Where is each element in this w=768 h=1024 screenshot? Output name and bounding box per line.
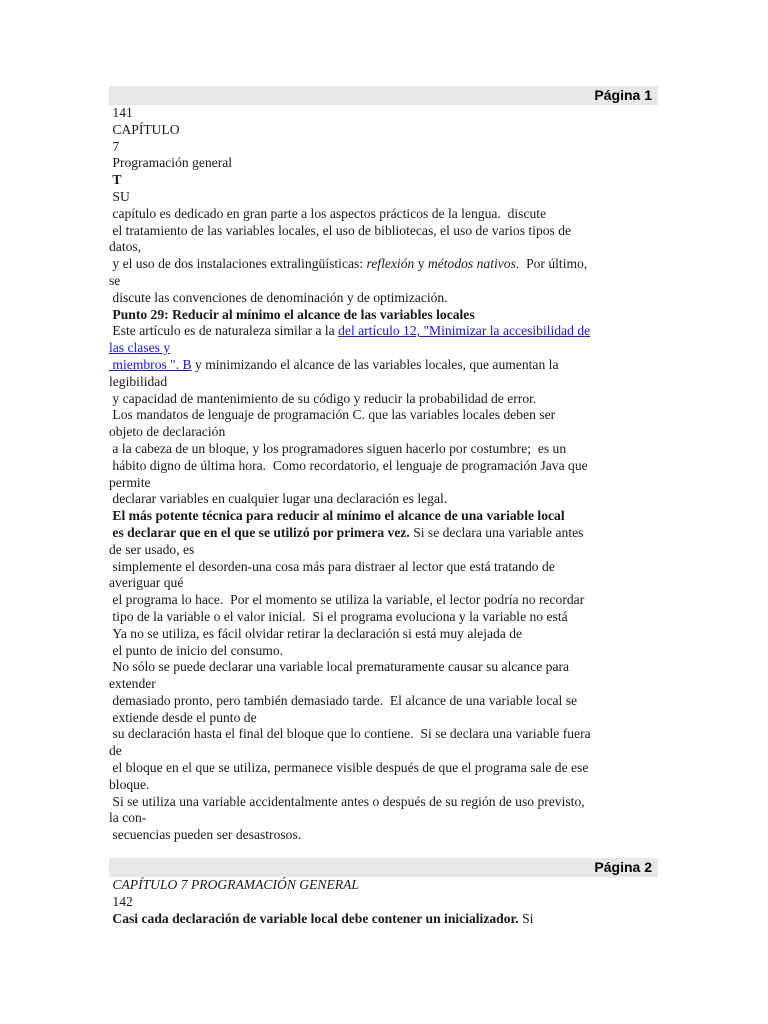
text-line: simplemente el desorden-una cosa más para distraer al lector que está tratando de xyxy=(109,558,555,574)
italic-term-reflexion: reflexión xyxy=(366,256,415,272)
bold-emphasis-segment: Casi cada declaración de variable local debe contener un inicializador. xyxy=(109,910,519,926)
text-line: bloque. xyxy=(109,776,150,792)
text-line: datos, xyxy=(109,239,142,255)
text-line: a la cabeza de un bloque, y los programadores siguen hacerlo por costumbre; es un xyxy=(109,440,567,456)
text-line: No sólo se puede declarar una variable local prematuramente causar su alcance para xyxy=(109,659,570,675)
text-line xyxy=(109,340,661,357)
text-segment: Si se declara una variable antes xyxy=(409,524,584,540)
text-line: la con- xyxy=(109,810,147,826)
text-line: de ser usado, es xyxy=(109,541,195,557)
drop-cap-line: T xyxy=(109,172,122,188)
text-line: Si se utiliza una variable accidentalmente antes o después de su región de uso previsto, xyxy=(109,793,585,809)
page-1-label: Página 1 xyxy=(594,87,652,103)
text-line: Los mandatos de lenguaje de programación C. que las variables locales deben ser xyxy=(109,407,556,423)
text-line: SU xyxy=(109,188,130,204)
page-2-content xyxy=(109,877,661,927)
text-line: tipo de la variable o el valor inicial. Si el programa evoluciona y la variable no está xyxy=(109,608,568,624)
page-1-content xyxy=(109,105,661,844)
chapter-label-line: CAPÍTULO xyxy=(109,121,180,137)
text-line: el bloque en el que se utiliza, permanece visible después de que el programa sale de ese xyxy=(109,760,589,776)
chapter-number-line: 7 xyxy=(109,138,120,154)
text-line: el punto de inicio del consumo. xyxy=(109,642,284,658)
text-line xyxy=(109,357,661,374)
running-header-line: CAPÍTULO 7 PROGRAMACIÓN GENERAL xyxy=(109,877,359,892)
text-line: secuencias pueden ser desastrosos. xyxy=(109,827,302,843)
text-segment: y xyxy=(414,256,428,272)
text-line: averiguar qué xyxy=(109,575,184,591)
article-12-link-end[interactable]: miembros ". B xyxy=(109,356,192,372)
text-line: y capacidad de mantenimiento de su código y reducir la probabilidad de error. xyxy=(109,390,537,406)
text-segment: Si xyxy=(518,910,534,926)
text-line: discute las convenciones de denominación y de optimización. xyxy=(109,289,448,305)
text-line: demasiado pronto, pero también demasiado tarde. El alcance de una variable local se xyxy=(109,692,578,708)
text-line: extender xyxy=(109,676,156,692)
bold-emphasis-line: El más potente técnica para reducir al mínimo el alcance de una variable local xyxy=(109,508,565,524)
text-line: el tratamiento de las variables locales, el uso de bibliotecas, el uso de varios tipos de xyxy=(109,222,572,238)
text-line: Ya no se utiliza, es fácil olvidar retirar la declaración si está muy alejada de xyxy=(109,625,523,641)
text-segment: y minimizando el alcance de las variables locales, que aumentan la xyxy=(191,356,559,372)
text-line: hábito digno de última hora. Como recordatorio, el lenguaje de programación Java que xyxy=(109,457,588,473)
page-1-header-bar xyxy=(109,86,658,105)
bold-emphasis-segment: es declarar que en el que se utilizó por primera vez. xyxy=(109,524,410,540)
article-12-link[interactable]: del artículo 12, "Minimizar la accesibilidad de xyxy=(338,323,591,339)
text-segment: y el uso de dos instalaciones extralingüísticas: xyxy=(109,256,367,272)
page-number-line: 142 xyxy=(109,893,133,909)
text-segment: Este artículo es de naturaleza similar a la xyxy=(109,323,339,339)
text-line: legibilidad xyxy=(109,373,168,389)
text-line: se xyxy=(109,272,121,288)
section-heading: Punto 29: Reducir al mínimo el alcance de las variables locales xyxy=(109,306,475,322)
page-2-label: Página 2 xyxy=(594,859,652,875)
text-line xyxy=(109,525,661,542)
text-line xyxy=(109,323,661,340)
page-number-line: 141 xyxy=(109,105,133,120)
text-segment: . Por último, xyxy=(515,256,588,272)
article-12-link-continued[interactable]: las clases y xyxy=(109,340,171,356)
text-line: capítulo es dedicado en gran parte a los aspectos prácticos de la lengua. discute xyxy=(109,205,547,221)
text-line: objeto de declaración xyxy=(109,424,226,440)
text-line: permite xyxy=(109,474,151,490)
text-line xyxy=(109,911,661,928)
italic-term-metodos-nativos: métodos nativos xyxy=(427,256,516,272)
page-2-header-bar xyxy=(109,858,658,877)
text-line: extiende desde el punto de xyxy=(109,709,257,725)
text-line: de xyxy=(109,743,122,759)
text-line: declarar variables en cualquier lugar una declaración es legal. xyxy=(109,491,448,507)
text-line: el programa lo hace. Por el momento se utiliza la variable, el lector podría no recordar xyxy=(109,592,585,608)
text-line xyxy=(109,256,661,273)
chapter-title-line: Programación general xyxy=(109,155,233,171)
text-line: su declaración hasta el final del bloque que lo contiene. Si se declara una variable fuera xyxy=(109,726,591,742)
